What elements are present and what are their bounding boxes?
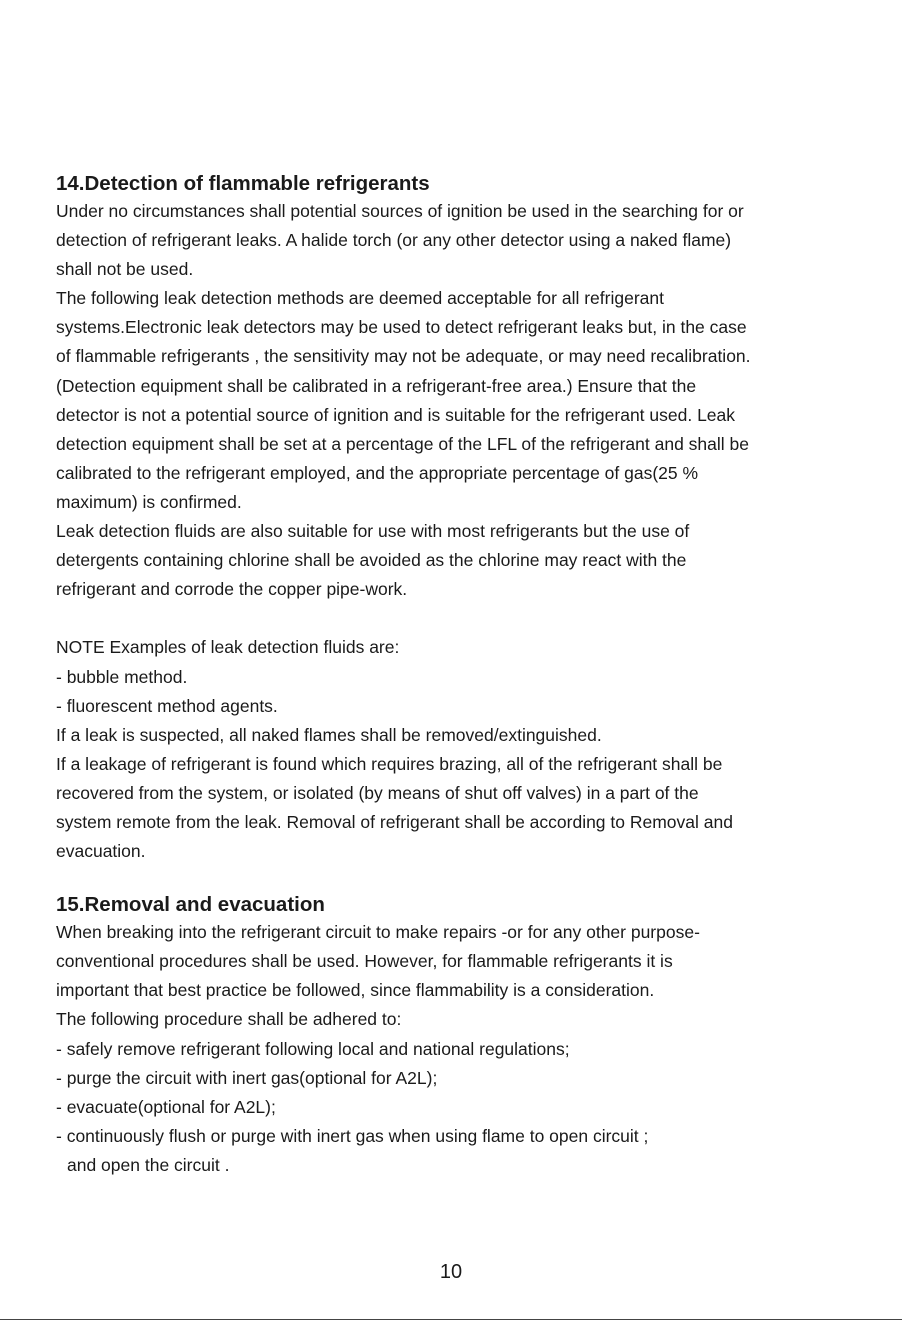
body-line: Leak detection fluids are also suitable for use with most refrigerants but the use of (56, 521, 690, 542)
page-number: 10 (439, 1261, 463, 1283)
body-line: conventional procedures shall be used. However, for flammable refrigerants it is (56, 951, 673, 972)
paragraph-gap (56, 604, 866, 633)
body-line: detection of refrigerant leaks. A halide torch (or any other detector using a naked flame) (56, 230, 732, 251)
body-line: detergents containing chlorine shall be avoided as the chlorine may react with the (56, 550, 687, 571)
section-14-body (56, 197, 866, 604)
note-line: If a leak is suspected, all naked flames shall be removed/extinguished. (56, 724, 602, 745)
note-line: NOTE Examples of leak detection fluids are: (56, 637, 400, 658)
list-item: - purge the circuit with inert gas(optional for A2L); (56, 1067, 438, 1088)
body-line: When breaking into the refrigerant circuit to make repairs -or for any other purpose- (56, 922, 700, 943)
note-line: evacuation. (56, 841, 146, 862)
body-line: detection equipment shall be set at a percentage of the LFL of the refrigerant and shall be (56, 433, 750, 454)
body-line: refrigerant and corrode the copper pipe-work. (56, 579, 408, 600)
body-line: important that best practice be followed, since flammability is a consideration. (56, 980, 655, 1001)
body-line: maximum) is confirmed. (56, 491, 242, 512)
body-line: of flammable refrigerants , the sensitivity may not be adequate, or may need recalibration. (56, 346, 751, 367)
note-line: - bubble method. (56, 666, 188, 687)
list-item: - safely remove refrigerant following local and national regulations; (56, 1038, 570, 1059)
body-line: detector is not a potential source of ignition and is suitable for the refrigerant used. Leak (56, 404, 736, 425)
note-line: - fluorescent method agents. (56, 695, 278, 716)
body-line: shall not be used. (56, 259, 194, 280)
body-line: Under no circumstances shall potential sources of ignition be used in the searching for or (56, 201, 744, 221)
document-page (56, 170, 866, 1180)
list-item-continuation: and open the circuit . (67, 1154, 230, 1175)
body-line: (Detection equipment shall be calibrated in a refrigerant-free area.) Ensure that the (56, 375, 697, 396)
note-line: system remote from the leak. Removal of refrigerant shall be according to Removal and (56, 811, 733, 832)
list-item: - continuously flush or purge with inert gas when using flame to open circuit ; (56, 1125, 649, 1146)
section-14-note (56, 633, 866, 866)
note-line: If a leakage of refrigerant is found which requires brazing, all of the refrigerant shall be (56, 753, 723, 774)
list-item: - evacuate(optional for A2L); (56, 1096, 276, 1117)
note-line: recovered from the system, or isolated (by means of shut off valves) in a part of the (56, 782, 699, 803)
section-gap (56, 866, 866, 891)
section-15-body (56, 918, 866, 1180)
body-line: calibrated to the refrigerant employed, and the appropriate percentage of gas(25 % (56, 462, 699, 483)
bottom-rule (0, 1319, 902, 1320)
body-line: The following procedure shall be adhered to: (56, 1009, 402, 1030)
section-14-heading: 14.Detection of flammable refrigerants (56, 172, 430, 195)
body-line: systems.Electronic leak detectors may be used to detect refrigerant leaks but, in the case (56, 317, 747, 338)
body-line: The following leak detection methods are deemed acceptable for all refrigerant (56, 288, 664, 309)
section-15-heading: 15.Removal and evacuation (56, 893, 325, 917)
